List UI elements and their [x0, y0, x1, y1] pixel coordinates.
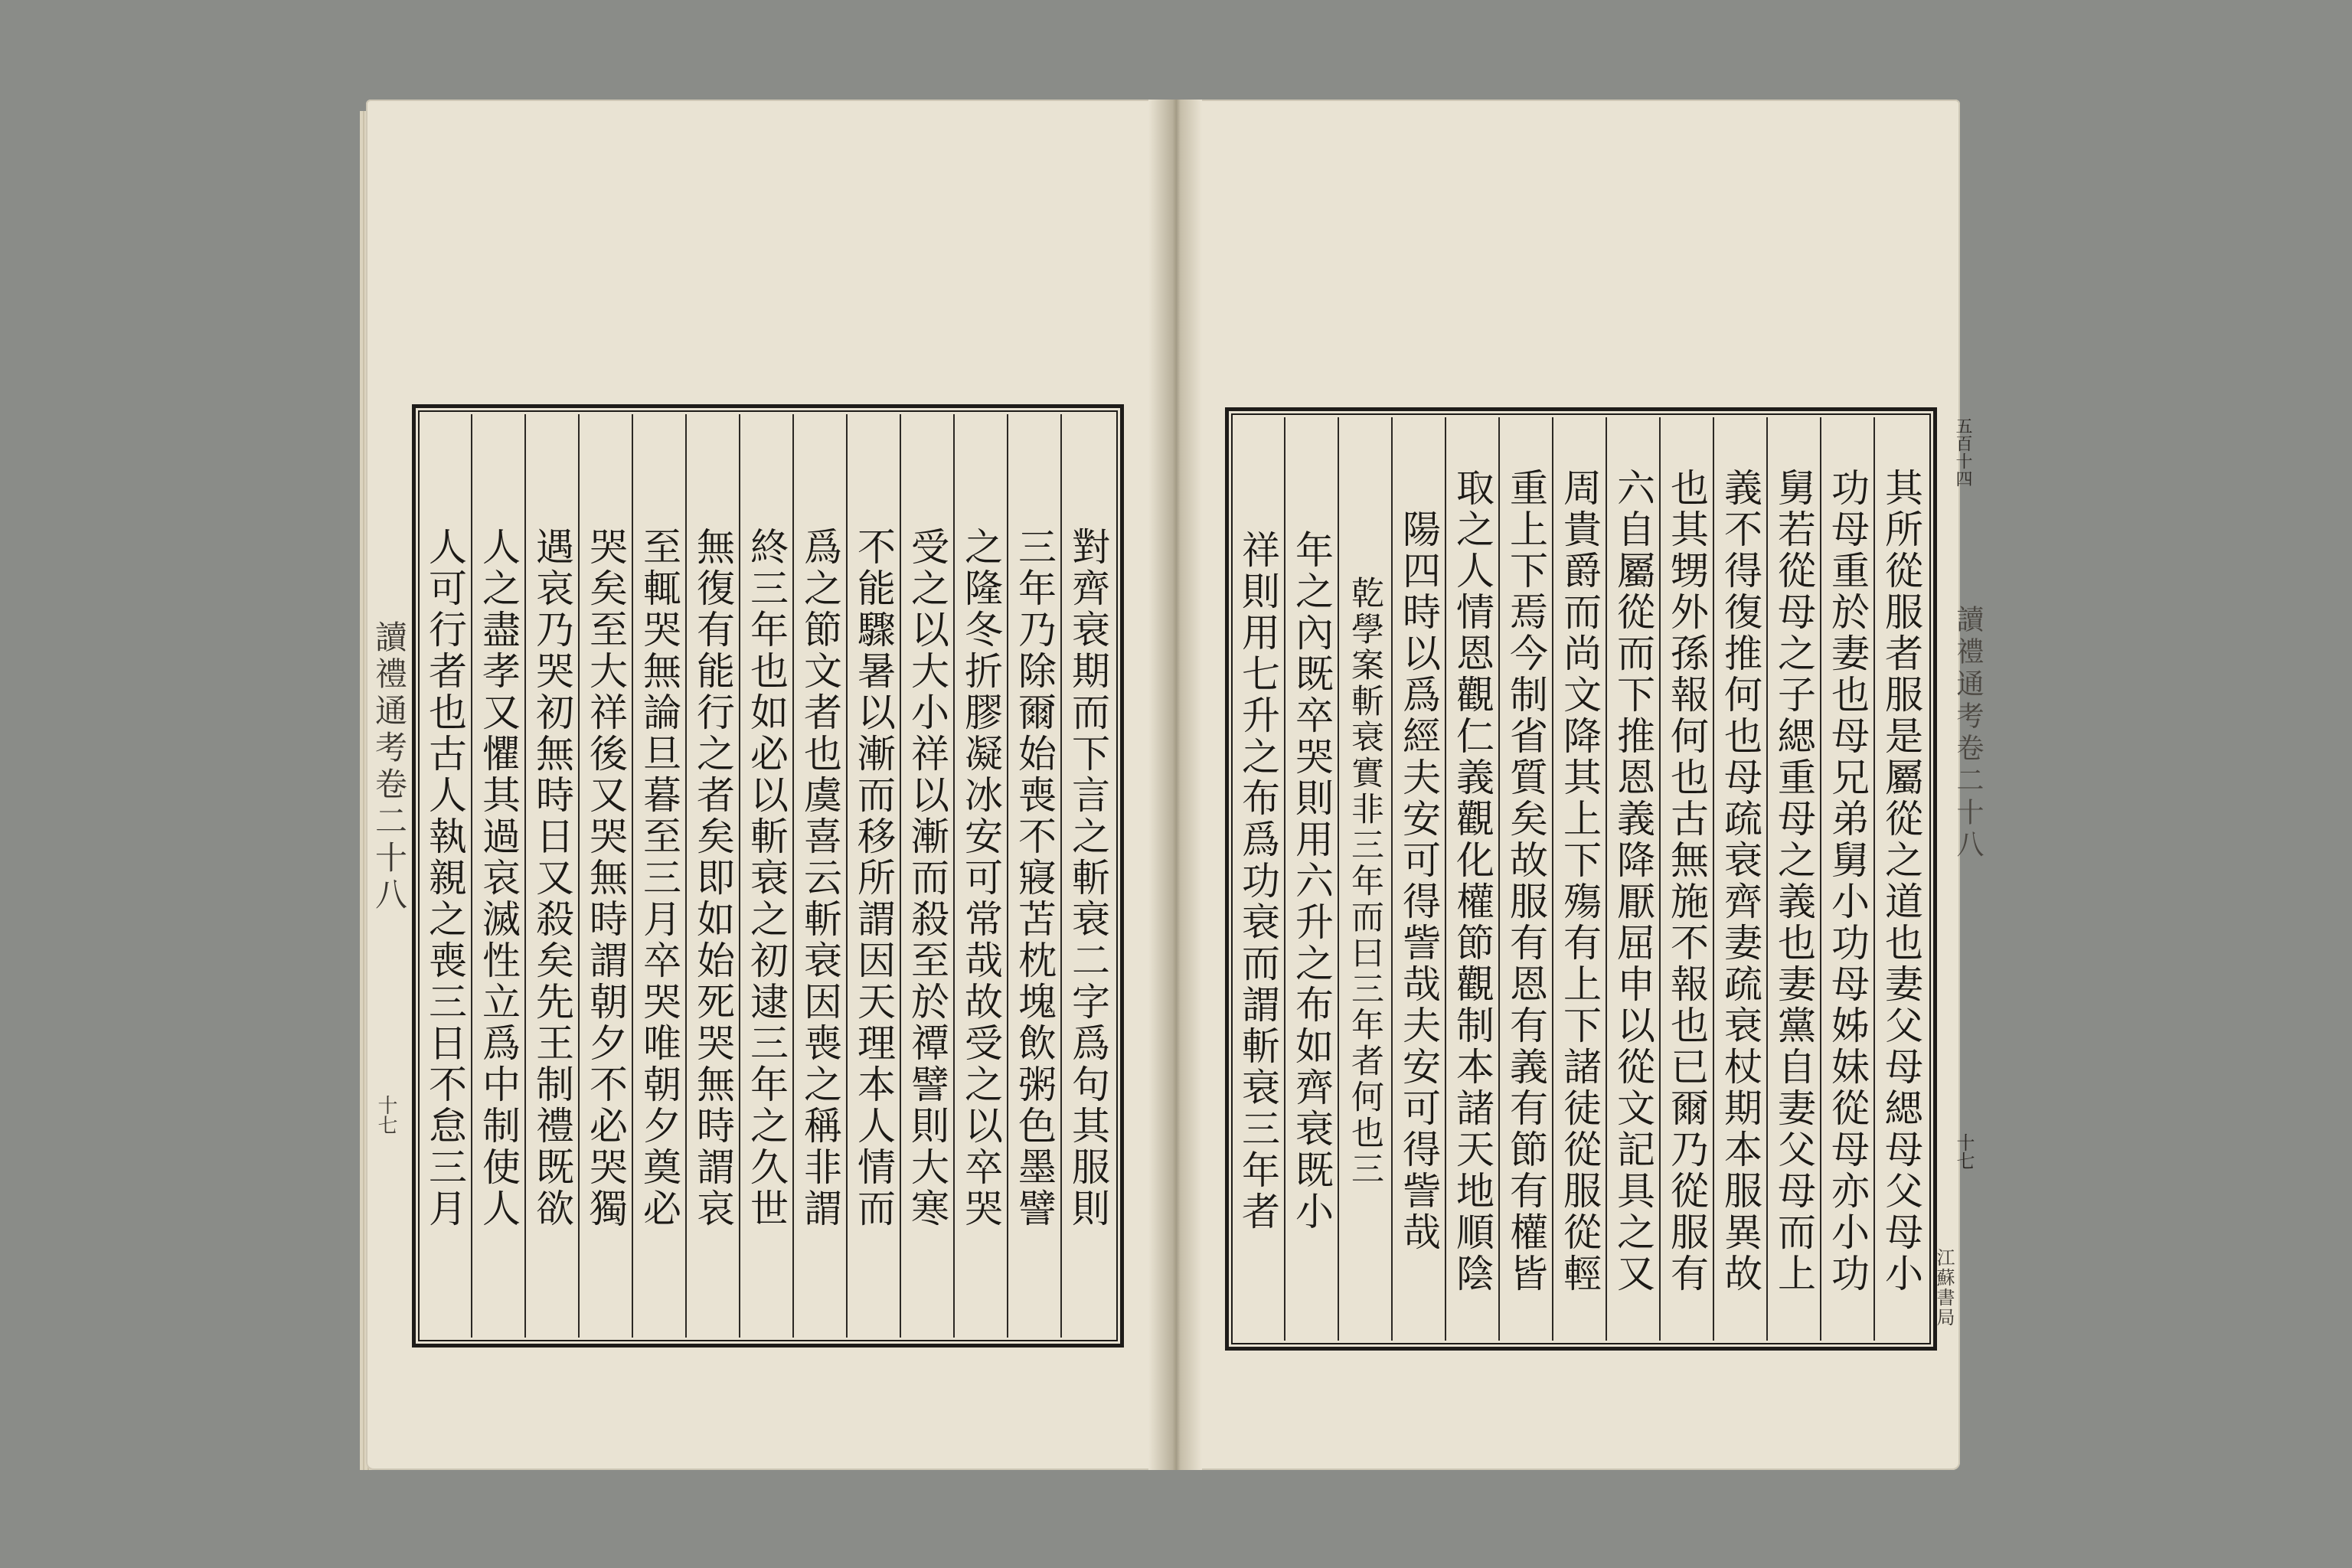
- text-column: [471, 414, 524, 1338]
- text-column: [739, 414, 792, 1338]
- column-text: 六自屬從而下推恩義降厭屈申以從文記具之又: [1611, 468, 1655, 1295]
- column-text: 乾學案斬衰實非三年而曰三年者何也三: [1346, 575, 1384, 1187]
- column-text: 人可行者也古人執親之喪三日不怠三月: [423, 527, 467, 1230]
- page-number: 五百十四: [1953, 417, 1972, 488]
- left-edge-folio: 十七: [374, 1095, 397, 1135]
- left-text-frame: [412, 404, 1124, 1348]
- column-text: 受之以大小祥以漸而殺至於禫譬則大寒: [905, 527, 949, 1230]
- book-title: 讀禮通考卷二十八: [1952, 605, 1984, 862]
- column-text: 祥則用七升之布爲功衰而謂斬衰三年者: [1236, 530, 1280, 1233]
- text-column: [578, 414, 632, 1338]
- text-column: [632, 414, 685, 1338]
- text-column: [1713, 417, 1766, 1341]
- column-text: 重上下焉今制省質矣故服有恩有義有節有權皆: [1504, 468, 1548, 1295]
- book-gutter: [1148, 100, 1202, 1470]
- text-column: [1659, 417, 1713, 1341]
- column-text: 義不得復推何也母疏衰齊妻疏衰杖期本服異故: [1718, 468, 1762, 1295]
- folio-number: 十七: [1953, 1133, 1975, 1170]
- text-column: [524, 414, 578, 1338]
- column-text: 對齊衰期而下言之斬衰二字爲句其服則: [1066, 527, 1110, 1230]
- text-column: [1060, 414, 1114, 1338]
- column-text: 周貴爵而尚文降其上下殤有上下諸徒從服從輕: [1557, 468, 1602, 1295]
- text-column: [1873, 417, 1927, 1341]
- text-column: [1820, 417, 1873, 1341]
- text-column: [846, 414, 900, 1338]
- text-column: [1284, 417, 1338, 1341]
- left-text-columns: [422, 414, 1114, 1338]
- text-column: [900, 414, 953, 1338]
- column-text: 至輒哭無論旦暮至三月卒哭唯朝夕奠必: [637, 527, 681, 1230]
- column-text: 其所從服者服是屬從之道也妻父母緦母父母小: [1879, 468, 1923, 1295]
- column-text: 人之盡孝又懼其過哀滅性立爲中制使人: [476, 527, 521, 1230]
- column-text: 也其甥外孫報何也古無施不報也已爾乃從服有: [1664, 468, 1709, 1295]
- text-column: [792, 414, 846, 1338]
- right-text-frame: [1225, 407, 1937, 1351]
- text-column: [1007, 414, 1060, 1338]
- text-column: [953, 414, 1007, 1338]
- text-column: [685, 414, 739, 1338]
- text-column: [1232, 417, 1284, 1341]
- left-edge-title: 讀禮通考卷二十八: [371, 620, 408, 914]
- right-text-columns: [1235, 417, 1927, 1341]
- text-column: [1391, 417, 1445, 1341]
- column-text: 哭矣至大祥後又哭無時謂朝夕不必哭獨: [583, 527, 628, 1230]
- column-text: 爲之節文者也虞喜云斬衰因喪之稱非謂: [798, 527, 842, 1230]
- column-text: 之隆冬折膠凝冰安可常哉故受之以卒哭: [959, 527, 1003, 1230]
- column-text: 遇哀乃哭初無時日又殺矣先王制禮既欲: [530, 527, 574, 1230]
- text-column: [1498, 417, 1552, 1341]
- text-column: [1606, 417, 1659, 1341]
- text-column: [1766, 417, 1820, 1341]
- column-text: 陽四時以爲經夫安可得訾哉夫安可得訾哉: [1396, 509, 1441, 1253]
- text-column: [419, 414, 471, 1338]
- column-text: 終三年也如必以斬衰之初逮三年之久世: [744, 527, 789, 1230]
- column-text: 取之人情恩觀仁義觀化權節觀制本諸天地順陰: [1450, 468, 1494, 1295]
- text-column: [1445, 417, 1498, 1341]
- column-text: 舅若從母之子緦重母之義也妻黨自妻父母而上: [1772, 468, 1816, 1295]
- column-text: 不能驟暑以漸而移所謂因天理本人情而: [851, 527, 896, 1230]
- column-text: 三年乃除爾始喪不寢苫枕塊飲粥色墨譬: [1012, 527, 1057, 1230]
- column-text: 功母重於妻也母兄弟舅小功母姊妹從母亦小功: [1825, 468, 1870, 1295]
- publisher-mark: 江蘇書局: [1933, 1248, 1955, 1328]
- column-text: 年之內既卒哭則用六升之布如齊衰既小: [1289, 530, 1334, 1233]
- text-column: [1338, 417, 1391, 1341]
- column-text: 無復有能行之者矣即如始死哭無時謂哀: [691, 527, 735, 1230]
- text-column: [1552, 417, 1606, 1341]
